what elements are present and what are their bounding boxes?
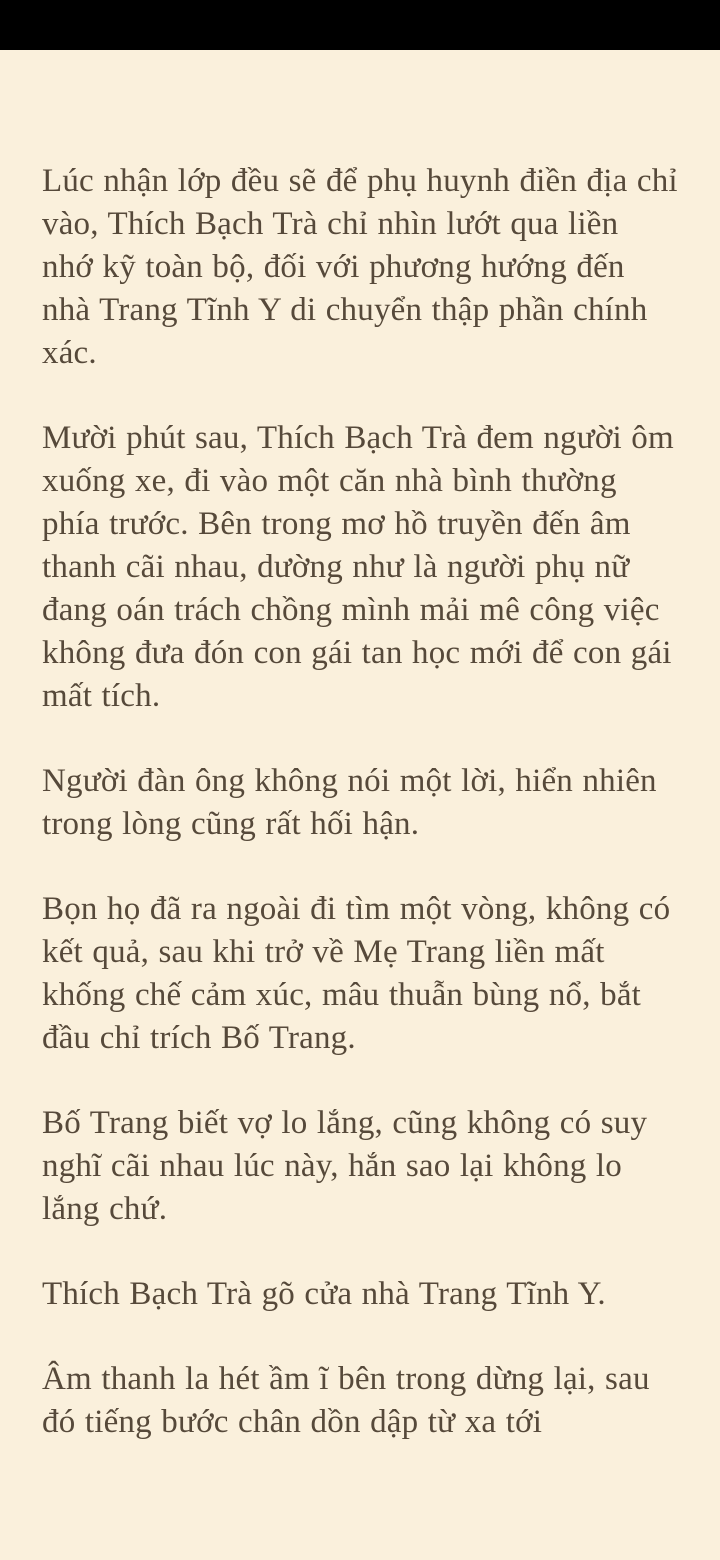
paragraph: Bọn họ đã ra ngoài đi tìm một vòng, không có kết quả, sau khi trở về Mẹ Trang liền mất khống chế cảm xúc, mâu thuẫn bùng nổ, bắt đầu chỉ trích Bố Trang.	[42, 891, 671, 1056]
paragraph: Lúc nhận lớp đều sẽ để phụ huynh điền địa chỉ vào, Thích Bạch Trà chỉ nhìn lướt qua liền nhớ kỹ toàn bộ, đối với phương hướng đến nhà Trang Tĩnh Y di chuyển thập phần chính xác.	[42, 163, 678, 371]
paragraph: Bố Trang biết vợ lo lắng, cũng không có suy nghĩ cãi nhau lúc này, hắn sao lại không lo lắng chứ.	[42, 1105, 648, 1227]
paragraph: Người đàn ông không nói một lời, hiển nhiên trong lòng cũng rất hối hận.	[42, 763, 657, 842]
status-bar	[0, 0, 720, 50]
reader-page[interactable]	[0, 50, 720, 1486]
paragraph: Mười phút sau, Thích Bạch Trà đem người ôm xuống xe, đi vào một căn nhà bình thường phía trước. Bên trong mơ hồ truyền đến âm thanh cãi nhau, dường như là người phụ nữ đang oán trách chồng mình mải mê công việc không đưa đón con gái tan học mới để con gái mất tích.	[42, 420, 674, 714]
paragraph: Âm thanh la hét ầm ĩ bên trong dừng lại, sau đó tiếng bước chân dồn dập từ xa tới	[42, 1361, 650, 1440]
paragraph: Thích Bạch Trà gõ cửa nhà Trang Tĩnh Y.	[42, 1276, 606, 1312]
